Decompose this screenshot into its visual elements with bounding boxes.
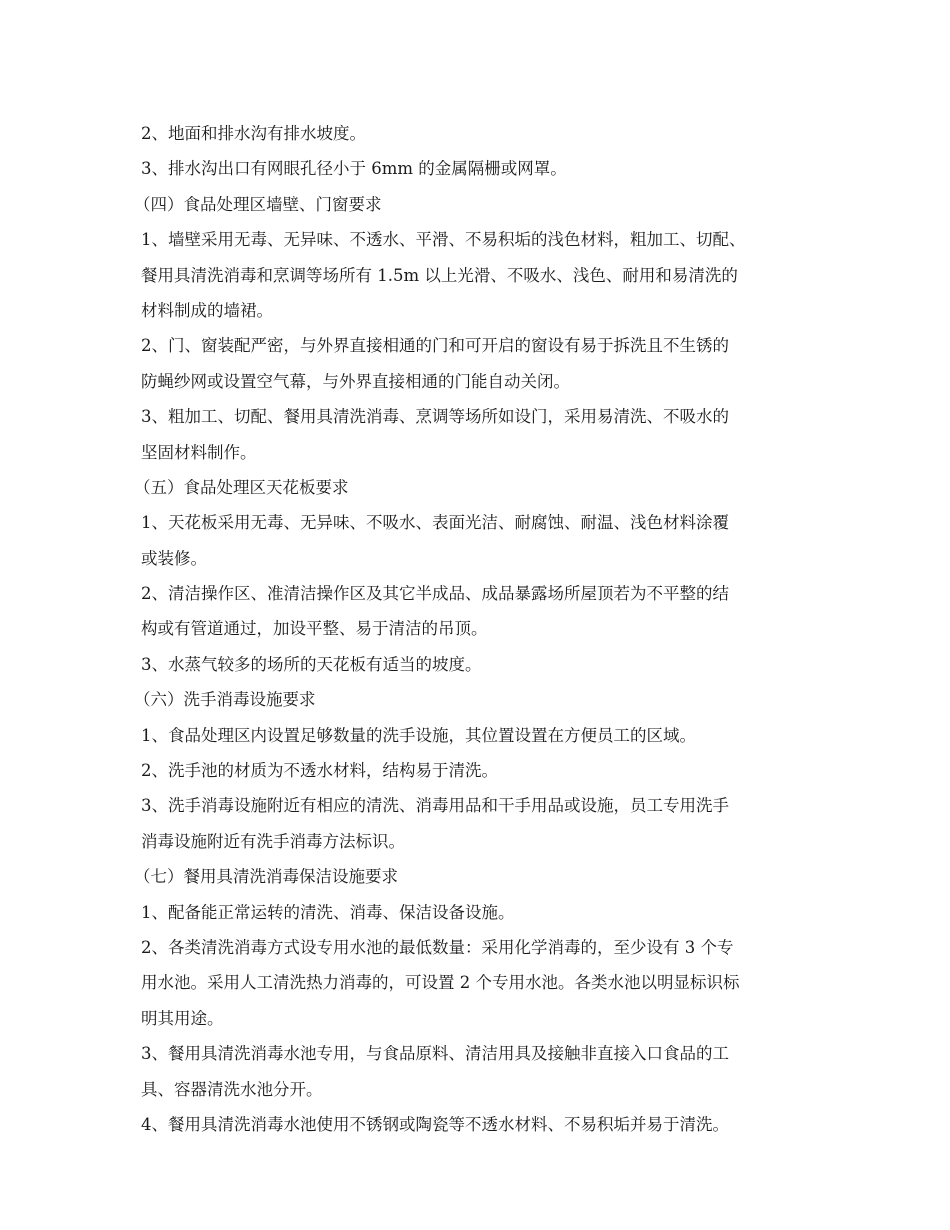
text-line: 用水池。采用人工清洗热力消毒的，可设置 2 个专用水池。各类水池以明显标识标 [141, 973, 740, 993]
text-line: 1、墙壁采用无毒、无异味、不透水、平滑、不易积垢的浅色材料，粗加工、切配、 [141, 230, 746, 250]
text-line: 2、清洁操作区、准清洁操作区及其它半成品、成品暴露场所屋顶若为不平整的结 [141, 584, 729, 604]
text-line: 2、洗手池的材质为不透水材料，结构易于清洗。 [141, 761, 498, 781]
text-line: 明其用途。 [141, 1008, 224, 1028]
section-heading: （六）洗手消毒设施要求 [134, 690, 316, 710]
text-line: 3、排水沟出口有网眼孔径小于 6mm 的金属隔栅或网罩。 [141, 159, 567, 179]
text-line: 4、餐用具清洗消毒水池使用不锈钢或陶瓷等不透水材料、不易积垢并易于清洗。 [141, 1114, 729, 1134]
text-line: 3、粗加工、切配、餐用具清洗消毒、烹调等场所如设门，采用易清洗、不吸水的 [141, 407, 729, 427]
text-line: 2、各类清洗消毒方式设专用水池的最低数量：采用化学消毒的，至少设有 3 个专 [141, 937, 734, 957]
text-line: 2、地面和排水沟有排水坡度。 [141, 124, 366, 143]
text-line: 具、容器清洗水池分开。 [141, 1079, 323, 1099]
text-line: 构或有管道通过，加设平整、易于清洁的吊顶。 [141, 619, 488, 639]
text-line: 防蝇纱网或设置空气幕，与外界直接相通的门能自动关闭。 [141, 371, 570, 391]
text-line: 3、水蒸气较多的场所的天花板有适当的坡度。 [141, 654, 482, 674]
text-line: 1、天花板采用无毒、无异味、不吸水、表面光洁、耐腐蚀、耐温、浅色材料涂覆 [141, 513, 729, 533]
text-line: 餐用具清洗消毒和烹调等场所有 1.5m 以上光滑、不吸水、浅色、耐用和易清洗的 [141, 265, 738, 285]
text-line: 消毒设施附近有洗手消毒方法标识。 [141, 831, 405, 851]
section-heading: （五）食品处理区天花板要求 [134, 477, 349, 497]
text-line: 3、餐用具清洗消毒水池专用，与食品原料、清洁用具及接触非直接入口食品的工 [141, 1044, 729, 1064]
text-line: 1、配备能正常运转的清洗、消毒、保洁设备设施。 [141, 902, 515, 922]
text-line: 2、门、窗装配严密，与外界直接相通的门和可开启的窗设有易于拆洗且不生锈的 [141, 336, 729, 356]
section-heading: （四）食品处理区墙壁、门窗要求 [134, 194, 382, 214]
text-line: 3、洗手消毒设施附近有相应的清洗、消毒用品和干手用品或设施，员工专用洗手 [141, 796, 729, 816]
text-line: 1、食品处理区内设置足够数量的洗手设施，其位置设置在方便员工的区域。 [141, 725, 696, 745]
text-line: 坚固材料制作。 [141, 442, 257, 462]
section-heading: （七）餐用具清洗消毒保洁设施要求 [134, 867, 398, 887]
text-line: 材料制成的墙裙。 [141, 300, 273, 320]
document-body [134, 116, 821, 1142]
text-line: 或装修。 [141, 548, 207, 568]
